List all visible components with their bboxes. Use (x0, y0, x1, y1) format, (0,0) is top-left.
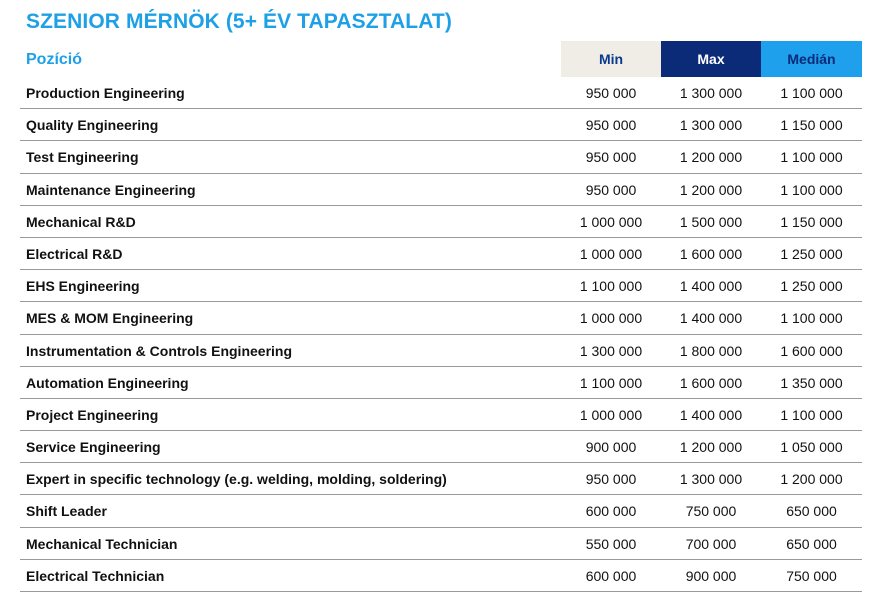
median-value: 1 150 000 (780, 117, 843, 134)
max-value: 1 600 000 (679, 245, 743, 262)
table-row (20, 431, 862, 463)
position-column-header: Pozíció (26, 51, 83, 68)
table-row (20, 141, 862, 173)
min-value: 600 000 (585, 503, 637, 520)
table-row (20, 495, 862, 527)
median-value: 1 050 000 (780, 439, 843, 456)
max-column-header: Max (661, 41, 761, 77)
table-row (20, 302, 862, 334)
max-value: 1 800 000 (679, 342, 743, 359)
table-row (20, 77, 862, 109)
position-name: Service Engineering (26, 439, 161, 456)
max-value: 750 000 (685, 503, 737, 520)
max-value: 700 000 (685, 535, 737, 552)
table-row (20, 560, 862, 592)
max-value: 1 300 000 (679, 85, 743, 101)
position-name: Electrical R&D (26, 245, 123, 262)
median-value: 1 250 000 (780, 278, 843, 295)
max-value: 1 400 000 (679, 406, 743, 423)
table-row (20, 206, 862, 238)
min-value: 600 000 (585, 567, 637, 584)
max-value: 1 200 000 (679, 181, 743, 198)
median-column-header: Medián (761, 41, 862, 77)
min-value: 950 000 (585, 149, 637, 166)
position-name: Quality Engineering (26, 117, 159, 134)
position-name: Production Engineering (26, 85, 185, 101)
min-column-header: Min (561, 41, 661, 77)
min-value: 1 100 000 (579, 278, 643, 295)
median-value: 1 600 000 (780, 342, 843, 359)
position-name: Maintenance Engineering (26, 181, 196, 198)
table-row (20, 174, 862, 206)
median-value: 1 350 000 (780, 374, 843, 391)
position-name: MES & MOM Engineering (26, 310, 194, 327)
page-title: SZENIOR MÉRNÖK (5+ ÉV TAPASZTALAT) (26, 10, 452, 33)
position-name: Expert in specific technology (e.g. welding, molding, soldering) (26, 471, 447, 488)
min-value: 1 000 000 (579, 213, 643, 230)
median-value: 1 150 000 (780, 213, 843, 230)
median-value: 650 000 (786, 535, 837, 552)
median-value: 1 200 000 (780, 471, 843, 488)
position-name: Automation Engineering (26, 374, 189, 391)
position-name: Mechanical Technician (26, 535, 178, 552)
position-name: Project Engineering (26, 406, 159, 423)
position-name: Mechanical R&D (26, 213, 136, 230)
position-name: EHS Engineering (26, 278, 140, 295)
position-name: Test Engineering (26, 149, 139, 166)
min-value: 1 300 000 (579, 342, 643, 359)
median-value: 1 250 000 (780, 245, 843, 262)
min-value: 950 000 (585, 471, 637, 488)
max-value: 1 300 000 (679, 471, 743, 488)
max-value: 1 300 000 (679, 117, 743, 134)
max-value: 1 500 000 (679, 213, 743, 230)
median-value: 1 100 000 (780, 406, 843, 423)
min-value: 950 000 (585, 117, 637, 134)
max-value: 900 000 (685, 567, 737, 584)
table-row (20, 463, 862, 495)
median-value: 1 100 000 (780, 181, 843, 198)
table-header (20, 41, 862, 77)
table-row (20, 335, 862, 367)
table-row (20, 109, 862, 141)
position-name: Instrumentation & Controls Engineering (26, 342, 293, 359)
max-value: 1 400 000 (679, 278, 743, 295)
min-value: 1 000 000 (579, 406, 643, 423)
table-row (20, 270, 862, 302)
table-row (20, 399, 862, 431)
table-row (20, 528, 862, 560)
median-value: 1 100 000 (780, 149, 843, 166)
min-value: 900 000 (585, 439, 637, 456)
min-value: 950 000 (585, 181, 637, 198)
table-row (20, 238, 862, 270)
min-value: 550 000 (585, 535, 637, 552)
table-row (20, 367, 862, 399)
median-value: 1 100 000 (780, 310, 843, 327)
median-value: 650 000 (786, 503, 837, 520)
max-value: 1 200 000 (679, 439, 743, 456)
min-value: 950 000 (585, 85, 637, 101)
position-name: Electrical Technician (26, 567, 165, 584)
salary-table-body (20, 77, 862, 592)
median-value: 1 100 000 (780, 85, 843, 101)
median-value: 750 000 (786, 567, 837, 584)
max-value: 1 600 000 (679, 374, 743, 391)
max-value: 1 400 000 (679, 310, 743, 327)
min-value: 1 000 000 (579, 310, 643, 327)
min-value: 1 000 000 (579, 245, 643, 262)
max-value: 1 200 000 (679, 149, 743, 166)
position-name: Shift Leader (26, 503, 107, 520)
min-value: 1 100 000 (579, 374, 643, 391)
